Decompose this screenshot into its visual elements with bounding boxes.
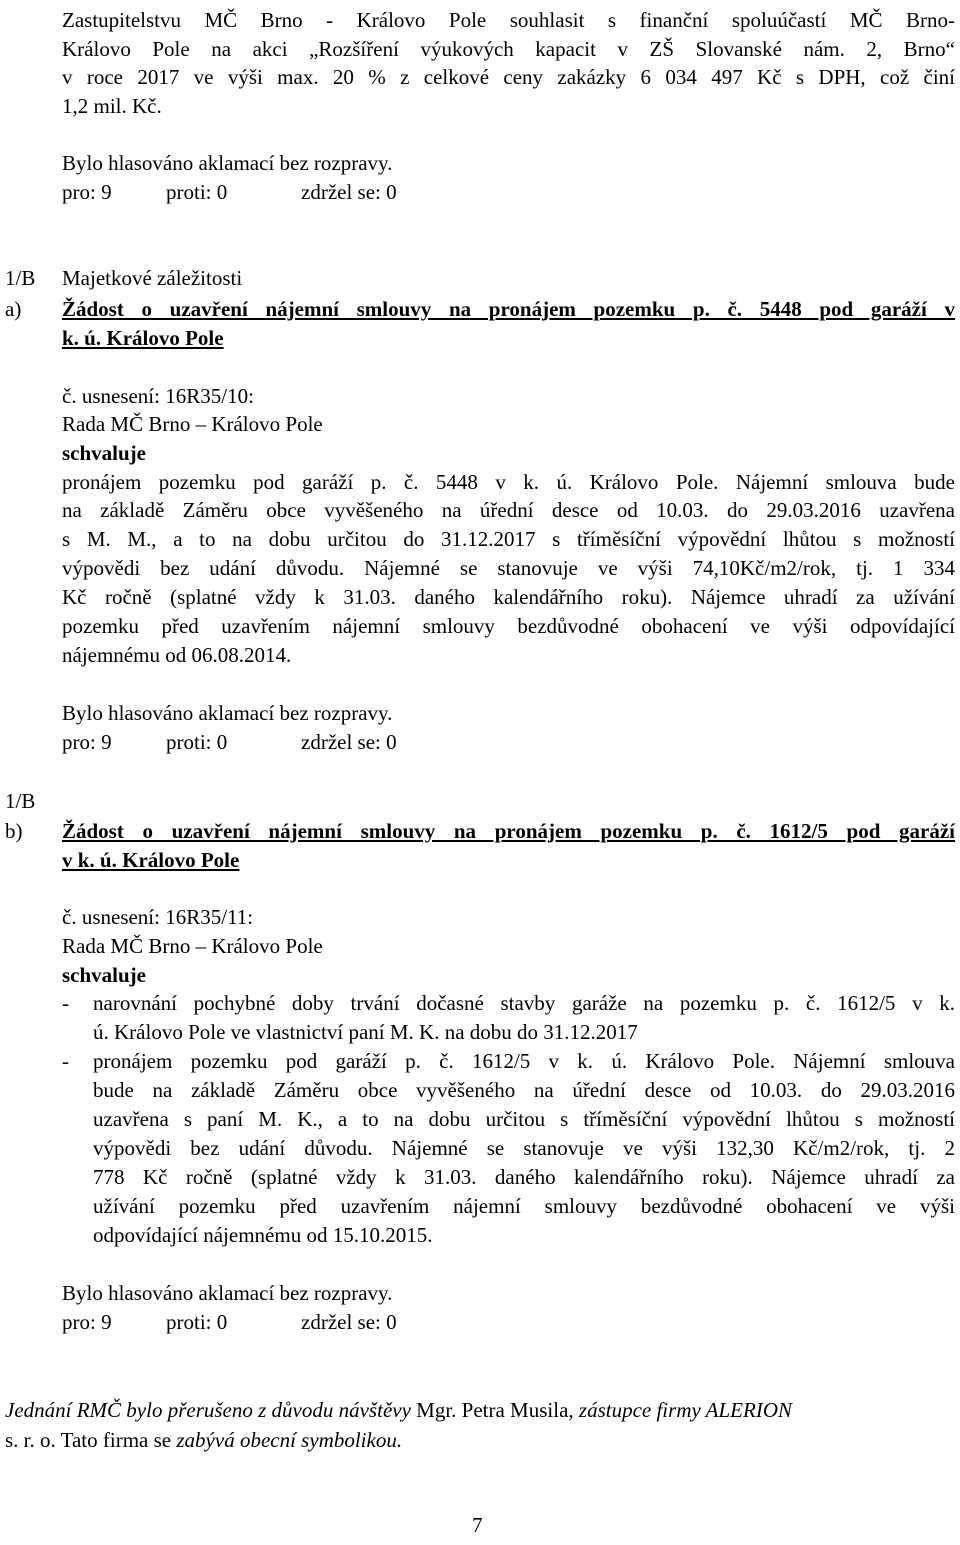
item-b-bullet-1-dash: -	[62, 991, 69, 1015]
item-b-zdrzel: zdržel se: 0	[301, 1310, 397, 1334]
item-a-council: Rada MČ Brno – Královo Pole	[62, 412, 323, 436]
page-number: 7	[472, 1513, 483, 1537]
item-a-text-line-4: výpovědi bez udání důvodu. Nájemné se stanovuje ve výši 74,10Kč/m2/rok, tj. 1 334	[62, 556, 955, 580]
item-b-bullet-2-line-6: užívání pozemku před uzavřením nájemní smlouvy bezdůvodné obohacení ve výši	[93, 1194, 955, 1218]
section-code: 1/B	[5, 266, 36, 290]
note-line-2	[5, 1427, 402, 1453]
item-a-marker: a)	[5, 297, 22, 321]
item-a-zdrzel: zdržel se: 0	[301, 730, 397, 754]
item-a-pro: pro: 9	[62, 730, 112, 754]
note-italic-1: Jednání RMČ bylo přerušeno z důvodu návštěvy	[5, 1398, 411, 1422]
note-name: Mgr. Petra Musila,	[410, 1398, 579, 1422]
item-a-title-line-1: Žádost o uzavření nájemní smlouvy na pronájem pozemku p. č. 5448 pod garáží v	[62, 297, 955, 321]
intro-line-1: Zastupitelstvu MČ Brno - Královo Pole souhlasit s finanční spoluúčastí MČ Brno-	[62, 8, 955, 32]
item-b-bullet-2-line-7: odpovídající nájemnému od 15.10.2015.	[93, 1223, 433, 1247]
item-a-resolution-number: č. usnesení: 16R35/10:	[62, 384, 254, 408]
note-italic-2: zástupce firmy ALERION	[578, 1398, 793, 1422]
intro-line-4: 1,2 mil. Kč.	[62, 94, 162, 118]
intro-proti: proti: 0	[166, 180, 228, 204]
item-b-council: Rada MČ Brno – Královo Pole	[62, 934, 323, 958]
item-b-verb: schvaluje	[62, 963, 146, 987]
item-b-title-line-2: v k. ú. Královo Pole	[62, 848, 240, 872]
item-b-bullet-1-line-2: ú. Královo Pole ve vlastnictví paní M. K. na dobu do 31.12.2017	[93, 1020, 638, 1044]
item-b-title-line-1: Žádost o uzavření nájemní smlouvy na pronájem pozemku p. č. 1612/5 pod garáží	[62, 819, 955, 843]
intro-line-3: v roce 2017 ve výši max. 20 % z celkové ceny zakázky 6 034 497 Kč s DPH, což činí	[62, 65, 955, 89]
note-company: s. r. o. Tato firma se	[5, 1428, 177, 1452]
item-b-proti: proti: 0	[166, 1310, 228, 1334]
item-b-voting: Bylo hlasováno aklamací bez rozpravy.	[62, 1281, 393, 1305]
item-a-verb: schvaluje	[62, 441, 146, 465]
item-b-bullet-1-line-1: narovnání pochybné doby trvání dočasné stavby garáže na pozemku p. č. 1612/5 v k.	[93, 991, 955, 1015]
item-b-bullet-2-line-1: pronájem pozemku pod garáží p. č. 1612/5 v k. ú. Královo Pole. Nájemní smlouva	[93, 1049, 955, 1073]
note-italic-3: zabývá obecní symbolikou.	[176, 1428, 403, 1452]
item-b-bullet-2-line-4: výpovědi bez udání důvodu. Nájemné se stanovuje ve výši 132,30 Kč/m2/rok, tj. 2	[93, 1136, 955, 1160]
item-b-pro: pro: 9	[62, 1310, 112, 1334]
intro-voting: Bylo hlasováno aklamací bez rozpravy.	[62, 151, 393, 175]
item-b-resolution-number: č. usnesení: 16R35/11:	[62, 905, 254, 929]
item-b-bullet-2-line-5: 778 Kč ročně (splatné vždy k 31.03. daného kalendářního roku). Nájemce uhradí za	[93, 1165, 955, 1189]
item-a-text-line-2: na základě Záměru obce vyvěšeného na úřední desce od 10.03. do 29.03.2016 uzavřena	[62, 498, 955, 522]
item-a-text-line-3: s M. M., a to na dobu určitou do 31.12.2017 s tříměsíční výpovědní lhůtou s možností	[62, 527, 955, 551]
item-a-text-line-6: pozemku před uzavřením nájemní smlouvy bezdůvodné obohacení ve výši odpovídající	[62, 614, 955, 638]
intro-line-2: Královo Pole na akci „Rozšíření výukových kapacit v ZŠ Slovanské nám. 2, Brno“	[62, 37, 955, 61]
item-a-proti: proti: 0	[166, 730, 228, 754]
item-b-bullet-2-line-3: uzavřena s paní M. K., a to na dobu určitou s tříměsíční výpovědní lhůtou s možností	[93, 1107, 955, 1131]
intro-pro: pro: 9	[62, 180, 112, 204]
item-a-voting: Bylo hlasováno aklamací bez rozpravy.	[62, 701, 393, 725]
item-b-bullet-2-dash: -	[62, 1049, 69, 1073]
item-b-code: 1/B	[5, 789, 36, 813]
item-a-text-line-5: Kč ročně (splatné vždy k 31.03. daného kalendářního roku). Nájemce uhradí za užívání	[62, 585, 955, 609]
intro-zdrzel: zdržel se: 0	[301, 180, 397, 204]
item-b-marker: b)	[5, 819, 23, 843]
item-a-text-line-1: pronájem pozemku pod garáží p. č. 5448 v k. ú. Královo Pole. Nájemní smlouva bude	[62, 470, 955, 494]
item-a-title-line-2: k. ú. Královo Pole	[62, 326, 224, 350]
item-b-bullet-2-line-2: bude na základě Záměru obce vyvěšeného na úřední desce od 10.03. do 29.03.2016	[93, 1078, 955, 1102]
item-a-text-line-7: nájemnému od 06.08.2014.	[62, 643, 292, 667]
section-title: Majetkové záležitosti	[62, 266, 243, 290]
note-line-1	[5, 1397, 792, 1423]
